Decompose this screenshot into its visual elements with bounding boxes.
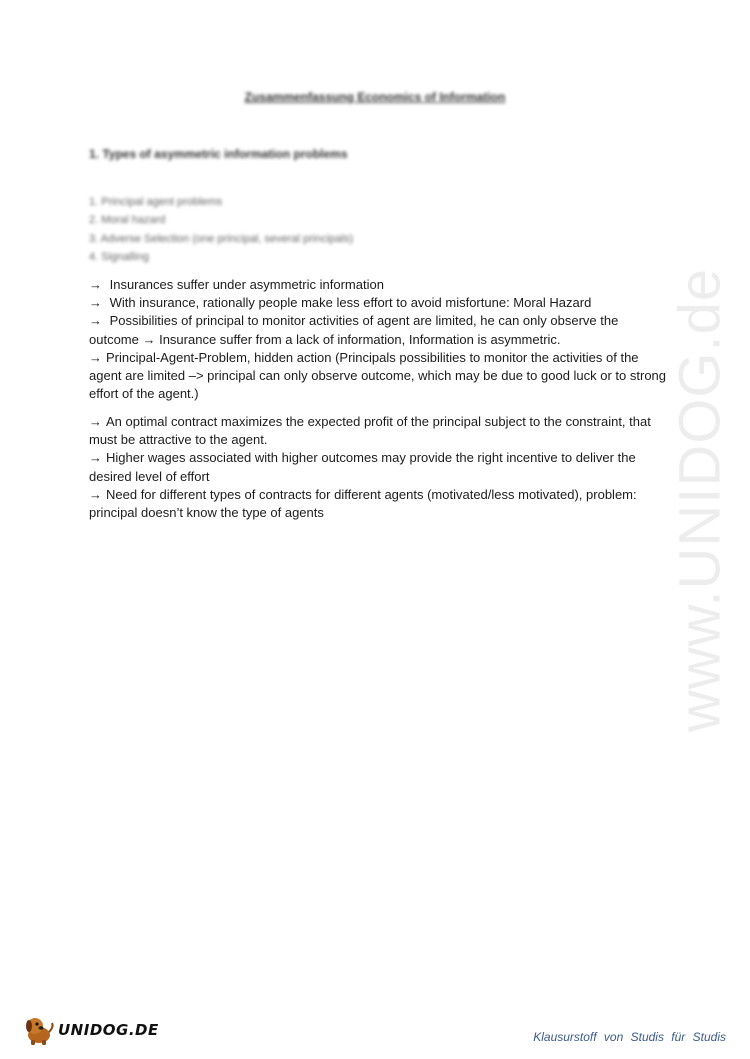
notes-block-2 xyxy=(89,413,669,522)
note-paragraph: → An optimal contract maximizes the expected profit of the principal subject to the constraint, that must be attractive to the agent. xyxy=(89,414,651,448)
arrow-icon: → xyxy=(89,313,102,329)
footer-tagline: Klausurstoff von Studis für Studis xyxy=(533,1030,726,1044)
footer-logo xyxy=(22,1012,159,1048)
arrow-icon: → xyxy=(89,349,102,365)
list-item: 4. Signalling xyxy=(89,250,149,263)
arrow-icon: → xyxy=(89,295,102,311)
note-paragraph: → Principal-Agent-Problem, hidden action (Principals possibilities to monitor the activities of the agent are limited –> principal can only observe outcome, which may be due to good luck or to strong effort of the agent.) xyxy=(89,349,667,402)
note-paragraph: → With insurance, rationally people make less effort to avoid misfortune: Moral Hazard xyxy=(89,294,669,312)
arrow-icon: → xyxy=(89,486,102,502)
problem-type-list xyxy=(89,193,353,266)
watermark: www.UNIDOG.de xyxy=(667,267,733,733)
arrow-icon: → xyxy=(89,450,102,466)
note-paragraph: → Higher wages associated with higher outcomes may provide the right incentive to deliver the desired level of effort xyxy=(89,450,636,484)
document-title: Zusammenfassung Economics of Information xyxy=(244,90,506,104)
dog-mascot-icon xyxy=(22,1013,56,1047)
note-paragraph: → Insurances suffer under asymmetric information xyxy=(89,276,669,294)
note-paragraph: → Possibilities of principal to monitor activities of agent are limited, he can only observe the outcome → Insurance suffer from a lack of information, Information is asymmetric. xyxy=(89,313,619,347)
arrow-icon: → xyxy=(89,277,102,292)
section-heading: 1. Types of asymmetric information problems xyxy=(89,147,348,161)
list-item: 3. Adverse Selection (one principal, several principals) xyxy=(89,232,354,245)
arrow-icon: → xyxy=(89,414,102,429)
notes-block-1 xyxy=(89,276,669,403)
list-item: 1. Principal agent problems xyxy=(89,196,223,208)
list-item: 2. Moral hazard xyxy=(89,214,166,227)
logo-text: UNIDOG.DE xyxy=(58,1021,159,1039)
note-paragraph: → Need for different types of contracts for different agents (motivated/less motivated), problem: principal doesn’t know the type of agents xyxy=(89,486,637,521)
